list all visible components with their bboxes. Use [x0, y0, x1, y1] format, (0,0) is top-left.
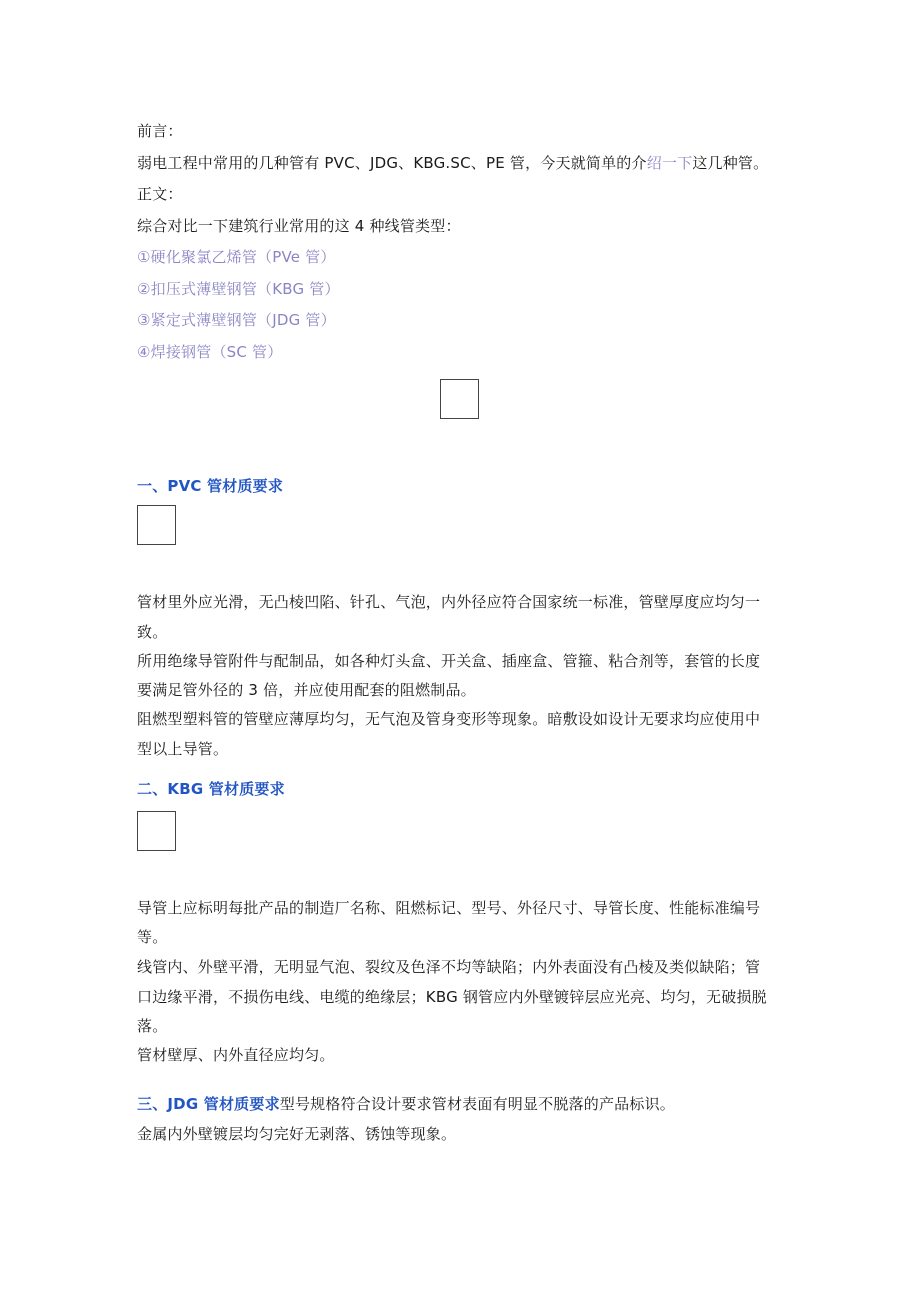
- pvc-line-5: 阻燃型塑料管的管壁应薄厚均匀，无气泡及管身变形等现象。暗敷设如设计无要求均应使用中: [137, 710, 761, 728]
- compare-intro: 综合对比一下建筑行业常用的这 4 种线管类型：: [137, 217, 461, 235]
- pvc-line-4: 要满足管外径的 3 倍，并应使用配套的阻燃制品。: [137, 681, 476, 699]
- heading-jdg: 三、JDG 管材质要求: [137, 1095, 280, 1113]
- kbg-line-3: 线管内、外壁平滑，无明显气泡、裂纹及色泽不均等缺陷；内外表面没有凸棱及类似缺陷；管: [137, 958, 761, 976]
- jdg-heading-line: [137, 1094, 675, 1114]
- jdg-inline-text: 型号规格符合设计要求管材表面有明显不脱落的产品标识。: [279, 1095, 675, 1113]
- heading-pvc: 一、PVC 管材质要求: [137, 477, 284, 495]
- image-placeholder-kbg: [137, 811, 176, 851]
- heading-kbg: 二、KBG 管材质要求: [137, 780, 285, 798]
- intro-label: 前言：: [137, 122, 183, 140]
- pipe-type-jdg[interactable]: ③紧定式薄壁钢管（JDG 管）: [137, 311, 336, 329]
- image-placeholder-pvc: [137, 505, 176, 545]
- body-label: 正文：: [137, 185, 183, 203]
- kbg-line-5: 落。: [137, 1017, 168, 1035]
- pvc-line-1: 管材里外应光滑，无凸棱凹陷、针孔、气泡，内外径应符合国家统一标准，管壁厚度应均匀一: [137, 593, 761, 611]
- intro-text-start: 弱电工程中常用的几种管有 PVC、JDG、KBG.SC、PE 管，今天就简单的介: [137, 154, 647, 172]
- image-placeholder-overview: [440, 379, 479, 419]
- pipe-type-kbg[interactable]: ②扣压式薄壁钢管（KBG 管）: [137, 280, 340, 298]
- intro-text-end: 这几种管。: [692, 154, 769, 172]
- pvc-line-6: 型以上导管。: [137, 740, 229, 758]
- pipe-type-pvc[interactable]: ①硬化聚氯乙烯管（PVe 管）: [137, 248, 336, 266]
- kbg-line-6: 管材壁厚、内外直径应均匀。: [137, 1046, 335, 1064]
- intro-link-text[interactable]: 绍一下: [646, 154, 693, 172]
- kbg-line-2: 等。: [137, 928, 168, 946]
- kbg-line-4: 口边缘平滑，不损伤电线、电缆的绝缘层；KBG 钢管应内外壁镀锌层应光亮、均匀，无破损脱: [137, 988, 767, 1006]
- jdg-line-1: 金属内外壁镀层均匀完好无剥落、锈蚀等现象。: [137, 1125, 457, 1143]
- kbg-line-1: 导管上应标明每批产品的制造厂名称、阻燃标记、型号、外径尺寸、导管长度、性能标准编号: [137, 899, 761, 917]
- pvc-line-3: 所用绝缘导管附件与配制品，如各种灯头盒、开关盒、插座盒、管箍、粘合剂等，套管的长度: [137, 652, 761, 670]
- intro-paragraph: [137, 153, 768, 173]
- pvc-line-2: 致。: [137, 623, 168, 641]
- pipe-type-sc[interactable]: ④焊接钢管（SC 管）: [137, 343, 283, 361]
